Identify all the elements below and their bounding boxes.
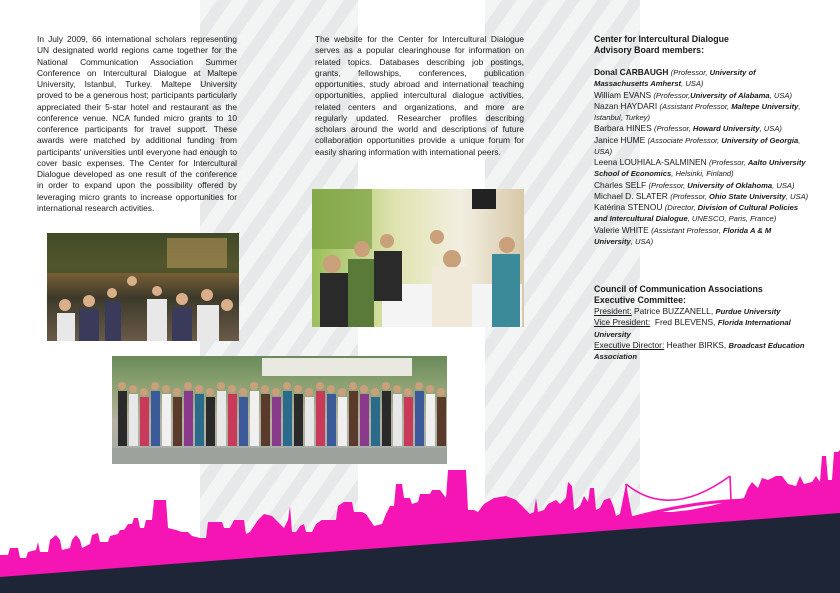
website-paragraph: The website for the Center for Intercultural Dialogue serves as a popular clearinghouse for information on related topics. Databases describing job postings, grants, fellowships, conferences, publication opportunities, study abroad and international teaching opportunities, applied intercultural dialogue activities, related centers and organizations, and more are regularly updated. Researcher profiles describing scholars around the world and descriptions of future collaboration opportunities provide a unique forum for easily sharing information with international peers. [315,34,524,157]
member-title: (Director, [664,203,698,212]
council-heading-1: Council of Communication Associations [594,284,763,294]
photo-person [140,388,149,446]
member-location: , Helsinki, Finland) [671,169,734,179]
council-officer [594,317,810,340]
member-name: Charles SELF [594,179,647,190]
board-member [594,123,810,134]
member-name: Michael D. SLATER [594,190,668,201]
photo-person [305,388,314,446]
photo-person [217,382,226,446]
council-officer [594,306,810,317]
officer-institution: Florida International University [594,318,793,339]
officer-institution: Broadcast Education Association [594,340,807,361]
board-heading-2: Advisory Board members: [594,45,704,55]
photo-person [228,385,237,446]
board-member [594,67,810,90]
member-title: (Associate Professor, [647,135,722,145]
board-member [594,157,810,180]
officer-name: Patrice BUZZANELL, [631,306,716,316]
member-location: , USA) [772,180,795,190]
council-officer [594,340,810,363]
photo-person [404,388,413,446]
board-member [594,225,810,248]
officer-name: Fred BLEVENS, [650,317,718,328]
member-institution: University of Massachusetts Amherst [594,68,756,89]
member-name: Donal CARBAUGH [594,67,669,77]
member-institution: Howard University [692,124,760,134]
officer-institution: Purdue University [715,307,781,316]
member-institution: University of Alabama [690,90,770,100]
photo-person [338,388,347,446]
member-name: Leena LOUHIALA-SALMINEN [594,157,707,167]
member-name: Janice HUME [594,134,646,145]
member-location: , USA) [681,79,704,89]
member-institution: Ohio State University [709,191,786,201]
council-heading-2: Executive Committee: [594,295,686,305]
member-title: (Professor, [653,90,691,100]
member-institution: University of Georgia [721,135,799,145]
member-institution: Florida A & M University [594,225,772,246]
photo-person [426,385,435,446]
photo-person [437,388,446,446]
member-location: , USA) [769,90,792,100]
photo-meeting-scene [312,189,524,327]
photo-person [261,385,270,446]
member-location: , USA) [594,135,801,156]
member-title: (Professor, [670,191,710,201]
photo-person [239,388,248,446]
photo-person [415,382,424,446]
member-location: , USA) [630,236,654,246]
column-website [315,34,524,158]
officer-role: Vice President: [594,317,651,328]
photo-person [250,382,259,446]
member-name: Valerie WHITE [594,224,649,235]
photo-person [371,388,380,446]
photo-person [173,388,182,446]
photo-person [195,385,204,446]
column-intro [37,34,237,214]
photo-person [360,385,369,446]
member-name: Nazan HAYDARI [594,100,658,111]
member-title: (Assistant Professor, [659,101,732,111]
column-board [594,34,810,362]
board-member-list [594,67,810,247]
photo-person [162,385,171,446]
photo-person [118,382,127,446]
member-location: , USA) [785,191,809,201]
photo-person [349,382,358,446]
city-skyline-footer [0,440,840,593]
officer-name: Heather BIRKS, [664,339,729,350]
photo-person [294,385,303,446]
member-institution: Division of Cultural Policies and Intercultural Dialogue [594,203,799,224]
board-heading-1: Center for Intercultural Dialogue [594,34,729,44]
photo-person [206,388,215,446]
member-title: (Professor, [708,158,748,167]
member-title: (Assistant Professor, [651,225,723,235]
board-member [594,202,810,225]
member-name: Katérina STENOU [594,202,663,212]
photo-person [184,382,193,446]
member-location: , USA) [759,124,782,134]
board-member [594,191,810,202]
board-member [594,180,810,191]
board-member [594,90,810,101]
member-name: William EVANS [594,89,652,100]
member-name: Barbara HINES [594,123,652,134]
photo-people-silhouettes [47,233,239,341]
board-member [594,101,810,124]
photo-person [393,385,402,446]
officer-role: President: [594,306,632,316]
member-title: (Professor, [670,68,710,77]
member-institution: Maltepe University [731,101,799,111]
conference-group-photo-dinner [47,233,239,341]
council-officer-list [594,306,810,362]
photo-person [327,385,336,446]
photo-person [316,382,325,446]
photo-person [272,388,281,446]
member-institution: University of Oklahoma [687,180,773,190]
photo-person [151,382,160,446]
photo-person [129,385,138,446]
intro-paragraph: In July 2009, 66 international scholars representing UN designated world regions came together for the National Communication Association Summer Conference on Intercultural Dialogue at Maltepe University, Istanbul, Turkey. Maltepe University proved to be a generous host; participants particularly appreciated their 5-star hotel and restaurant as the conference venue. NCA funded micro grants to 10 conference participants for travel support. These awards were matched by additional funding from participants' universities until everyone had enough to cover basic expenses. The Center for Intercultural Dialogue developed as one result of the conference in order to expand upon the possibility offered by leveraging micro grants to increase opportunities for international research activities. [37,34,237,213]
member-institution: Aalto University School of Economics [594,158,806,179]
member-location: , UNESCO, Paris, France) [687,214,777,224]
photo-person [382,382,391,446]
meeting-photo [312,189,524,327]
member-title: (Professor, [654,124,693,134]
photo-person [283,382,292,446]
board-member [594,135,810,158]
member-title: (Professor, [648,180,688,190]
officer-role: Executive Director: [594,339,665,350]
member-location: , Istanbul, Turkey) [594,101,801,122]
